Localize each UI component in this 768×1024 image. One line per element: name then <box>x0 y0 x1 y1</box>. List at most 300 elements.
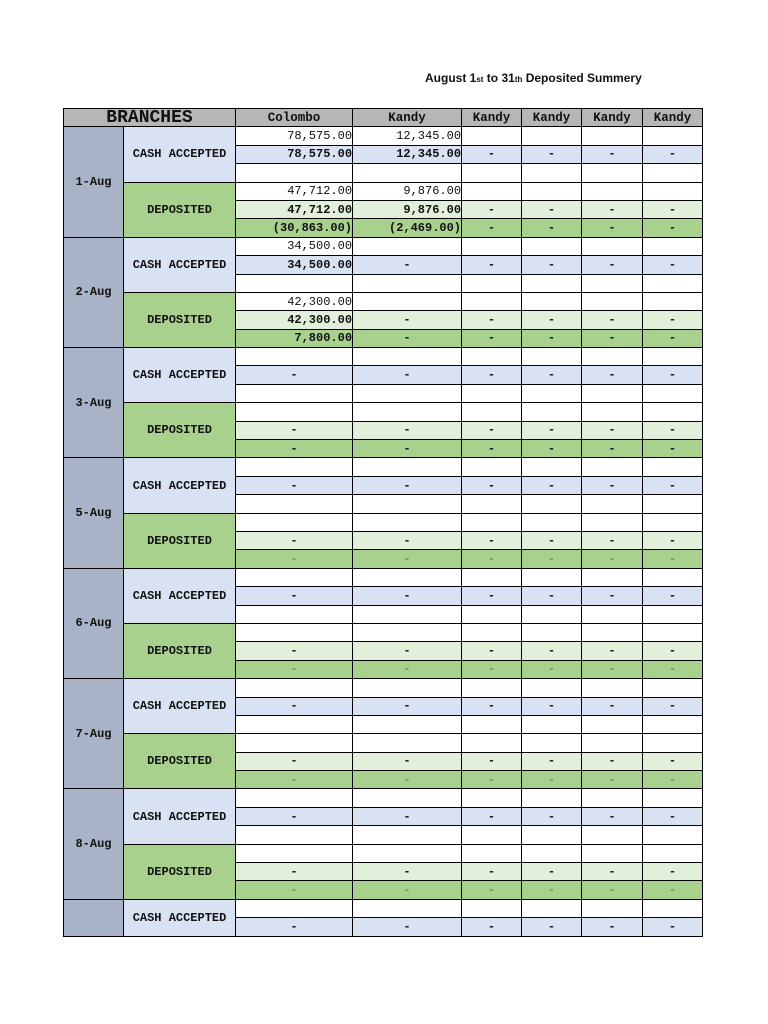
cell[interactable] <box>353 384 462 402</box>
table-row <box>64 623 703 641</box>
cell[interactable] <box>236 568 353 586</box>
cash-total-cell[interactable]: - <box>522 256 582 274</box>
header-kandy-4[interactable]: Kandy <box>582 109 643 127</box>
cash-total-cell[interactable]: - <box>582 807 643 825</box>
cash-total-cell[interactable]: - <box>236 918 353 936</box>
cash-total-cell[interactable]: - <box>582 918 643 936</box>
cell[interactable] <box>643 182 703 200</box>
deposit-total-cell[interactable]: - <box>522 531 582 549</box>
deposit-total-cell[interactable]: - <box>353 642 462 660</box>
difference-cell[interactable]: - <box>236 440 353 458</box>
cell[interactable] <box>462 348 522 366</box>
cell[interactable] <box>353 237 462 255</box>
cell[interactable] <box>522 292 582 310</box>
cash-accepted-label[interactable]: CASH ACCEPTED <box>124 458 236 513</box>
cell[interactable] <box>522 734 582 752</box>
cell[interactable] <box>522 495 582 513</box>
difference-cell[interactable]: - <box>643 329 703 347</box>
difference-cell[interactable]: - <box>643 440 703 458</box>
cell[interactable] <box>643 513 703 531</box>
cell[interactable] <box>582 734 643 752</box>
cash-total-cell[interactable]: - <box>236 366 353 384</box>
cell[interactable] <box>643 348 703 366</box>
deposit-total-cell[interactable]: - <box>353 311 462 329</box>
cell[interactable] <box>582 495 643 513</box>
cell[interactable] <box>462 292 522 310</box>
cell[interactable] <box>643 568 703 586</box>
cell[interactable] <box>643 495 703 513</box>
cash-total-cell[interactable]: 34,500.00 <box>236 256 353 274</box>
cell[interactable] <box>462 623 522 641</box>
difference-cell[interactable]: - <box>582 219 643 237</box>
difference-cell[interactable]: - <box>236 881 353 899</box>
cell[interactable]: 12,345.00 <box>353 127 462 145</box>
cell[interactable] <box>582 458 643 476</box>
deposit-total-cell[interactable]: - <box>462 863 522 881</box>
cash-total-cell[interactable]: - <box>353 256 462 274</box>
cash-total-cell[interactable]: - <box>643 476 703 494</box>
cell[interactable] <box>643 164 703 182</box>
cash-total-cell[interactable]: - <box>582 366 643 384</box>
difference-cell[interactable]: - <box>582 329 643 347</box>
cell[interactable] <box>582 348 643 366</box>
cash-total-cell[interactable]: - <box>643 807 703 825</box>
cell[interactable]: 42,300.00 <box>236 292 353 310</box>
difference-cell[interactable]: - <box>353 771 462 789</box>
cash-total-cell[interactable]: - <box>462 807 522 825</box>
deposit-total-cell[interactable]: - <box>582 200 643 218</box>
cell[interactable] <box>462 127 522 145</box>
cell[interactable] <box>522 403 582 421</box>
cell[interactable] <box>522 513 582 531</box>
cell[interactable] <box>462 403 522 421</box>
cell[interactable] <box>522 127 582 145</box>
cell[interactable] <box>462 734 522 752</box>
header-kandy-1[interactable]: Kandy <box>353 109 462 127</box>
cash-total-cell[interactable]: 12,345.00 <box>353 145 462 163</box>
cash-total-cell[interactable]: - <box>462 697 522 715</box>
deposit-total-cell[interactable]: - <box>462 200 522 218</box>
header-kandy-5[interactable]: Kandy <box>643 109 703 127</box>
cell[interactable]: 34,500.00 <box>236 237 353 255</box>
cell[interactable] <box>582 568 643 586</box>
difference-cell[interactable]: - <box>582 550 643 568</box>
cell[interactable] <box>236 384 353 402</box>
deposit-total-cell[interactable]: - <box>643 752 703 770</box>
deposited-label[interactable]: DEPOSITED <box>124 623 236 678</box>
difference-cell[interactable]: (2,469.00) <box>353 219 462 237</box>
deposit-total-cell[interactable]: - <box>643 863 703 881</box>
cell[interactable] <box>353 899 462 917</box>
cash-total-cell[interactable]: - <box>522 366 582 384</box>
cell[interactable] <box>582 237 643 255</box>
difference-cell[interactable]: - <box>462 771 522 789</box>
cash-total-cell[interactable]: - <box>522 587 582 605</box>
cell[interactable] <box>462 899 522 917</box>
deposit-total-cell[interactable]: - <box>582 752 643 770</box>
cash-total-cell[interactable]: - <box>643 256 703 274</box>
deposit-total-cell[interactable]: 9,876.00 <box>353 200 462 218</box>
cell[interactable] <box>643 679 703 697</box>
cash-total-cell[interactable]: - <box>582 256 643 274</box>
deposited-label[interactable]: DEPOSITED <box>124 844 236 899</box>
deposit-total-cell[interactable]: - <box>522 421 582 439</box>
deposited-label[interactable]: DEPOSITED <box>124 292 236 347</box>
cell[interactable] <box>522 899 582 917</box>
cash-accepted-label[interactable]: CASH ACCEPTED <box>124 789 236 844</box>
difference-cell[interactable]: - <box>643 219 703 237</box>
cell[interactable] <box>582 789 643 807</box>
deposit-total-cell[interactable]: - <box>643 642 703 660</box>
difference-cell[interactable]: - <box>522 550 582 568</box>
cell[interactable] <box>643 899 703 917</box>
cell[interactable] <box>353 734 462 752</box>
cell[interactable] <box>522 274 582 292</box>
cell[interactable] <box>236 348 353 366</box>
deposit-total-cell[interactable]: - <box>236 642 353 660</box>
difference-cell[interactable]: - <box>353 329 462 347</box>
cash-total-cell[interactable]: - <box>522 697 582 715</box>
cell[interactable] <box>582 605 643 623</box>
difference-cell[interactable]: - <box>462 329 522 347</box>
cash-total-cell[interactable]: - <box>236 476 353 494</box>
cell[interactable] <box>236 513 353 531</box>
difference-cell[interactable]: - <box>643 881 703 899</box>
cash-total-cell[interactable]: - <box>582 145 643 163</box>
difference-cell[interactable]: - <box>582 771 643 789</box>
cell[interactable] <box>236 274 353 292</box>
difference-cell[interactable]: - <box>353 440 462 458</box>
header-kandy-3[interactable]: Kandy <box>522 109 582 127</box>
cell[interactable] <box>462 495 522 513</box>
cell[interactable] <box>353 348 462 366</box>
cell[interactable] <box>353 495 462 513</box>
cell[interactable] <box>582 623 643 641</box>
difference-cell[interactable]: - <box>582 440 643 458</box>
difference-cell[interactable]: - <box>522 219 582 237</box>
cell[interactable] <box>522 458 582 476</box>
cell[interactable] <box>462 679 522 697</box>
cash-total-cell[interactable]: - <box>462 587 522 605</box>
deposit-total-cell[interactable]: - <box>462 531 522 549</box>
deposit-total-cell[interactable]: - <box>236 752 353 770</box>
cell[interactable] <box>462 513 522 531</box>
cell[interactable] <box>236 458 353 476</box>
deposit-total-cell[interactable]: - <box>522 200 582 218</box>
difference-cell[interactable]: - <box>643 660 703 678</box>
cell[interactable] <box>522 844 582 862</box>
cell[interactable] <box>582 899 643 917</box>
difference-cell[interactable]: - <box>462 550 522 568</box>
cash-total-cell[interactable]: - <box>462 145 522 163</box>
difference-cell[interactable]: - <box>643 550 703 568</box>
difference-cell[interactable]: 7,800.00 <box>236 329 353 347</box>
cell[interactable] <box>353 826 462 844</box>
deposit-total-cell[interactable]: - <box>582 642 643 660</box>
difference-cell[interactable]: - <box>462 660 522 678</box>
cell[interactable] <box>643 403 703 421</box>
cell[interactable] <box>522 789 582 807</box>
cell[interactable] <box>462 715 522 733</box>
cell[interactable] <box>522 679 582 697</box>
cell[interactable] <box>582 384 643 402</box>
deposited-label[interactable]: DEPOSITED <box>124 734 236 789</box>
date-cell[interactable]: 1-Aug <box>64 127 124 237</box>
cell[interactable] <box>353 403 462 421</box>
deposit-total-cell[interactable]: - <box>582 531 643 549</box>
difference-cell[interactable]: - <box>353 881 462 899</box>
cell[interactable] <box>353 274 462 292</box>
deposit-total-cell[interactable]: - <box>643 531 703 549</box>
cell[interactable] <box>582 403 643 421</box>
cell[interactable] <box>643 734 703 752</box>
date-cell[interactable]: 6-Aug <box>64 568 124 678</box>
deposit-total-cell[interactable]: - <box>462 311 522 329</box>
cell[interactable] <box>236 844 353 862</box>
cell[interactable] <box>236 899 353 917</box>
difference-cell[interactable]: - <box>522 440 582 458</box>
cell[interactable] <box>582 844 643 862</box>
table-body <box>64 127 703 936</box>
cash-total-cell[interactable]: - <box>236 587 353 605</box>
cell[interactable] <box>582 826 643 844</box>
cell[interactable] <box>236 403 353 421</box>
date-cell[interactable]: 7-Aug <box>64 679 124 789</box>
cell[interactable] <box>522 182 582 200</box>
cell[interactable] <box>643 292 703 310</box>
cash-total-cell[interactable]: - <box>462 918 522 936</box>
difference-cell[interactable]: - <box>522 881 582 899</box>
date-cell[interactable]: 2-Aug <box>64 237 124 347</box>
deposit-total-cell[interactable]: - <box>236 863 353 881</box>
cell[interactable] <box>522 623 582 641</box>
deposit-total-cell[interactable]: 42,300.00 <box>236 311 353 329</box>
cell[interactable] <box>353 458 462 476</box>
deposit-total-cell[interactable]: - <box>353 863 462 881</box>
difference-cell[interactable]: - <box>236 771 353 789</box>
cell[interactable] <box>582 164 643 182</box>
title-suffix-th: th <box>514 75 523 84</box>
table-row <box>64 734 703 752</box>
difference-cell[interactable]: - <box>643 771 703 789</box>
difference-cell[interactable]: (30,863.00) <box>236 219 353 237</box>
cell[interactable] <box>353 164 462 182</box>
cash-total-cell[interactable]: - <box>236 697 353 715</box>
header-kandy-2[interactable]: Kandy <box>462 109 522 127</box>
cell[interactable] <box>582 182 643 200</box>
cell[interactable] <box>643 844 703 862</box>
cash-total-cell[interactable]: - <box>236 807 353 825</box>
cell[interactable] <box>462 237 522 255</box>
cash-total-cell[interactable]: - <box>353 918 462 936</box>
cell[interactable] <box>582 715 643 733</box>
cell[interactable] <box>643 826 703 844</box>
cell[interactable] <box>353 513 462 531</box>
cell[interactable] <box>643 274 703 292</box>
cash-total-cell[interactable]: - <box>462 476 522 494</box>
cash-total-cell[interactable]: - <box>353 697 462 715</box>
cash-accepted-label[interactable]: CASH ACCEPTED <box>124 348 236 403</box>
cell[interactable] <box>582 513 643 531</box>
difference-cell[interactable]: - <box>462 881 522 899</box>
cell[interactable] <box>353 844 462 862</box>
cell[interactable] <box>462 568 522 586</box>
cash-accepted-label[interactable]: CASH ACCEPTED <box>124 127 236 182</box>
cash-total-cell[interactable]: - <box>522 807 582 825</box>
cell[interactable] <box>462 826 522 844</box>
difference-cell[interactable]: - <box>582 660 643 678</box>
cell[interactable] <box>353 679 462 697</box>
date-cell[interactable] <box>64 899 124 936</box>
cell[interactable] <box>522 715 582 733</box>
cell[interactable] <box>236 789 353 807</box>
difference-cell[interactable]: - <box>582 881 643 899</box>
date-cell[interactable]: 8-Aug <box>64 789 124 899</box>
difference-cell[interactable]: - <box>353 660 462 678</box>
cash-total-cell[interactable]: - <box>353 476 462 494</box>
deposit-total-cell[interactable]: - <box>522 863 582 881</box>
cell[interactable] <box>462 182 522 200</box>
cell[interactable] <box>236 715 353 733</box>
difference-cell[interactable]: - <box>522 771 582 789</box>
cell[interactable]: 78,575.00 <box>236 127 353 145</box>
deposit-total-cell[interactable]: - <box>236 421 353 439</box>
cell[interactable] <box>582 292 643 310</box>
header-branches[interactable]: BRANCHES <box>64 109 236 127</box>
cash-total-cell[interactable]: - <box>353 366 462 384</box>
cell[interactable] <box>236 495 353 513</box>
difference-cell[interactable]: - <box>462 440 522 458</box>
cell[interactable] <box>353 292 462 310</box>
cell[interactable] <box>643 715 703 733</box>
cell[interactable] <box>462 384 522 402</box>
cell[interactable] <box>462 789 522 807</box>
deposited-label[interactable]: DEPOSITED <box>124 513 236 568</box>
cash-total-cell[interactable]: - <box>522 918 582 936</box>
cash-accepted-label[interactable]: CASH ACCEPTED <box>124 237 236 292</box>
cash-total-cell[interactable]: - <box>582 587 643 605</box>
cell[interactable] <box>643 237 703 255</box>
cell[interactable] <box>236 679 353 697</box>
header-colombo[interactable]: Colombo <box>236 109 353 127</box>
cell[interactable] <box>236 734 353 752</box>
cell[interactable] <box>353 715 462 733</box>
cash-total-cell[interactable]: - <box>353 807 462 825</box>
cell[interactable] <box>236 623 353 641</box>
deposit-total-cell[interactable]: - <box>353 421 462 439</box>
cash-total-cell[interactable]: - <box>643 587 703 605</box>
cell[interactable] <box>462 605 522 623</box>
cash-accepted-label[interactable]: CASH ACCEPTED <box>124 679 236 734</box>
difference-cell[interactable]: - <box>462 219 522 237</box>
cash-accepted-label[interactable]: CASH ACCEPTED <box>124 568 236 623</box>
cell[interactable] <box>643 458 703 476</box>
cell[interactable] <box>522 568 582 586</box>
deposit-total-cell[interactable]: - <box>643 421 703 439</box>
cash-total-cell[interactable]: - <box>582 476 643 494</box>
cell[interactable] <box>582 127 643 145</box>
difference-cell[interactable]: - <box>236 550 353 568</box>
cell[interactable] <box>522 237 582 255</box>
cell[interactable] <box>582 274 643 292</box>
deposit-total-cell[interactable]: - <box>236 531 353 549</box>
cash-accepted-label[interactable]: CASH ACCEPTED <box>124 899 236 936</box>
deposit-total-cell[interactable]: - <box>582 863 643 881</box>
cell[interactable] <box>522 384 582 402</box>
cell[interactable] <box>522 605 582 623</box>
cell[interactable]: 47,712.00 <box>236 182 353 200</box>
table-row <box>64 237 703 255</box>
cell[interactable] <box>462 844 522 862</box>
cash-total-cell[interactable]: - <box>582 697 643 715</box>
deposit-total-cell[interactable]: - <box>522 642 582 660</box>
cash-total-cell[interactable]: - <box>353 587 462 605</box>
cell[interactable] <box>643 384 703 402</box>
deposit-total-cell[interactable]: - <box>353 752 462 770</box>
cash-total-cell[interactable]: - <box>643 366 703 384</box>
cell[interactable] <box>236 164 353 182</box>
deposit-total-cell[interactable]: - <box>462 752 522 770</box>
cell[interactable] <box>462 164 522 182</box>
difference-cell[interactable]: - <box>522 660 582 678</box>
cell[interactable] <box>462 274 522 292</box>
cell[interactable] <box>643 127 703 145</box>
cell[interactable] <box>522 348 582 366</box>
cell[interactable] <box>236 605 353 623</box>
cell[interactable] <box>353 605 462 623</box>
cash-total-cell[interactable]: - <box>522 145 582 163</box>
deposit-total-cell[interactable]: - <box>643 200 703 218</box>
difference-cell[interactable]: - <box>353 550 462 568</box>
cell[interactable] <box>353 623 462 641</box>
deposit-total-cell[interactable]: - <box>643 311 703 329</box>
cash-total-cell[interactable]: 78,575.00 <box>236 145 353 163</box>
cash-total-cell[interactable]: - <box>462 256 522 274</box>
deposit-total-cell[interactable]: - <box>462 642 522 660</box>
cell[interactable] <box>582 679 643 697</box>
cash-total-cell[interactable]: - <box>462 366 522 384</box>
deposit-total-cell[interactable]: - <box>462 421 522 439</box>
cell[interactable] <box>353 789 462 807</box>
date-cell[interactable]: 5-Aug <box>64 458 124 568</box>
deposited-label[interactable]: DEPOSITED <box>124 403 236 458</box>
deposit-total-cell[interactable]: - <box>522 752 582 770</box>
cell[interactable] <box>643 623 703 641</box>
cell[interactable] <box>522 826 582 844</box>
cell[interactable] <box>353 568 462 586</box>
cell[interactable] <box>462 458 522 476</box>
deposited-label[interactable]: DEPOSITED <box>124 182 236 237</box>
cell[interactable] <box>643 789 703 807</box>
deposit-total-cell[interactable]: - <box>353 531 462 549</box>
cell[interactable] <box>236 826 353 844</box>
date-cell[interactable]: 3-Aug <box>64 348 124 458</box>
cash-total-cell[interactable]: - <box>643 918 703 936</box>
cash-total-cell[interactable]: - <box>643 145 703 163</box>
cell[interactable] <box>643 605 703 623</box>
difference-cell[interactable]: - <box>522 329 582 347</box>
cash-total-cell[interactable]: - <box>643 697 703 715</box>
table-row <box>64 568 703 586</box>
difference-cell[interactable]: - <box>236 660 353 678</box>
deposit-total-cell[interactable]: 47,712.00 <box>236 200 353 218</box>
cell[interactable]: 9,876.00 <box>353 182 462 200</box>
deposit-total-cell[interactable]: - <box>522 311 582 329</box>
cell[interactable] <box>522 164 582 182</box>
cash-total-cell[interactable]: - <box>522 476 582 494</box>
deposit-total-cell[interactable]: - <box>582 421 643 439</box>
deposit-total-cell[interactable]: - <box>582 311 643 329</box>
